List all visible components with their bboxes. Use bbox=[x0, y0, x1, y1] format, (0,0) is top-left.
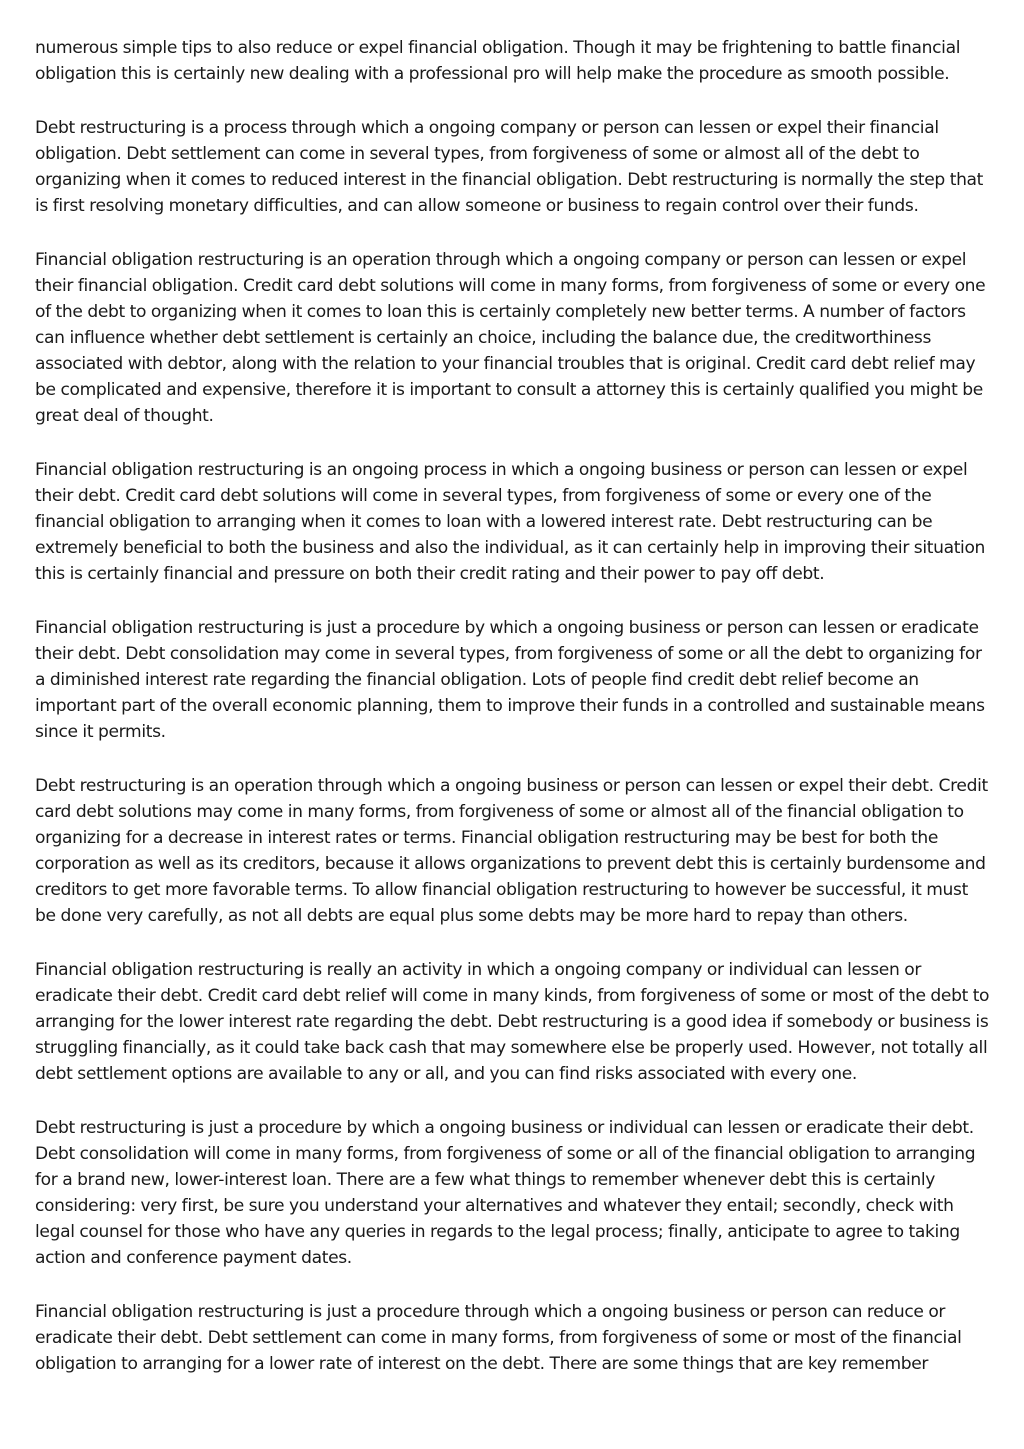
paragraph-6: Debt restructuring is an operation through which a ongoing business or person can lessen or expel their debt. Credit card debt solutions may come in many forms, from forgiveness of some or almost all of the financial obligation to organizing for a decrease in interest rates or terms. Financial obligation restructuring may be best for both the corporation as well as its creditors, because it allows organizations to prevent debt this is certainly burdensome and creditors to get more favorable terms. To allow financial obligation restructuring to however be successful, it must be done very carefully, as not all debts are equal plus some debts may be more hard to repay than others. bbox=[35, 776, 988, 926]
paragraph-2: Debt restructuring is a process through which a ongoing company or person can lessen or expel their financial obligation. Debt settlement can come in several types, from forgiveness of some or almost all of the debt to organizing when it comes to reduced interest in the financial obligation. Debt restructuring is normally the step that is first resolving monetary difficulties, and can allow someone or business to regain control over their funds. bbox=[35, 118, 984, 217]
paragraph-5: Financial obligation restructuring is just a procedure by which a ongoing business or person can lessen or eradicate their debt. Debt consolidation may come in several types, from forgiveness of some or all the debt to organizing for a diminished interest rate regarding the financial obligation. Lots of people find credit debt relief become an important part of the overall economic planning, them to improve their funds in a controlled and sustainable means since it permits. bbox=[35, 618, 985, 742]
paragraph-8: Debt restructuring is just a procedure by which a ongoing business or individual can lessen or eradicate their debt. Debt consolidation will come in many forms, from forgiveness of some or all of the financial obligation to arranging for a brand new, lower-interest loan. There are a few what things to remember whenever debt this is certainly considering: very first, be sure you understand your alternatives and whatever they entail; secondly, check with legal counsel for those who have any queries in regards to the legal process; finally, anticipate to agree to taking action and conference payment dates. bbox=[35, 1118, 976, 1268]
document-body bbox=[35, 36, 991, 1406]
paragraph-7: Financial obligation restructuring is really an activity in which a ongoing company or individual can lessen or eradicate their debt. Credit card debt relief will come in many kinds, from forgiveness of some or most of the debt to arranging for the lower interest rate regarding the debt. Debt restructuring is a good idea if somebody or business is struggling financially, as it could take back cash that may somewhere else be properly used. However, not totally all debt settlement options are available to any or all, and you can find risks associated with every one. bbox=[35, 960, 990, 1084]
paragraph-3: Financial obligation restructuring is an operation through which a ongoing company or person can lessen or expel their financial obligation. Credit card debt solutions will come in many forms, from forgiveness of some or every one of the debt to organizing when it comes to loan this is certainly completely new better terms. A number of factors can influence whether debt settlement is certainly an choice, including the balance due, the creditworthiness associated with debtor, along with the relation to your financial troubles that is original. Credit card debt relief may be complicated and expensive, therefore it is important to consult a attorney this is certainly qualified you might be great deal of thought. bbox=[35, 250, 986, 426]
paragraph-1: numerous simple tips to also reduce or expel financial obligation. Though it may be frightening to battle financial obligation this is certainly new dealing with a professional pro will help make the procedure as smooth possible. bbox=[35, 38, 961, 84]
paragraph-4: Financial obligation restructuring is an ongoing process in which a ongoing business or person can lessen or expel their debt. Credit card debt solutions will come in several types, from forgiveness of some or every one of the financial obligation to arranging when it comes to loan with a lowered interest rate. Debt restructuring can be extremely beneficial to both the business and also the individual, as it can certainly help in improving their situation this is certainly financial and pressure on both their credit rating and their power to pay off debt. bbox=[35, 460, 986, 584]
paragraph-9: Financial obligation restructuring is just a procedure through which a ongoing business or person can reduce or eradicate their debt. Debt settlement can come in many forms, from forgiveness of some or most of the financial obligation to arranging for a lower rate of interest on the debt. There are some things that are key remember bbox=[35, 1302, 962, 1375]
